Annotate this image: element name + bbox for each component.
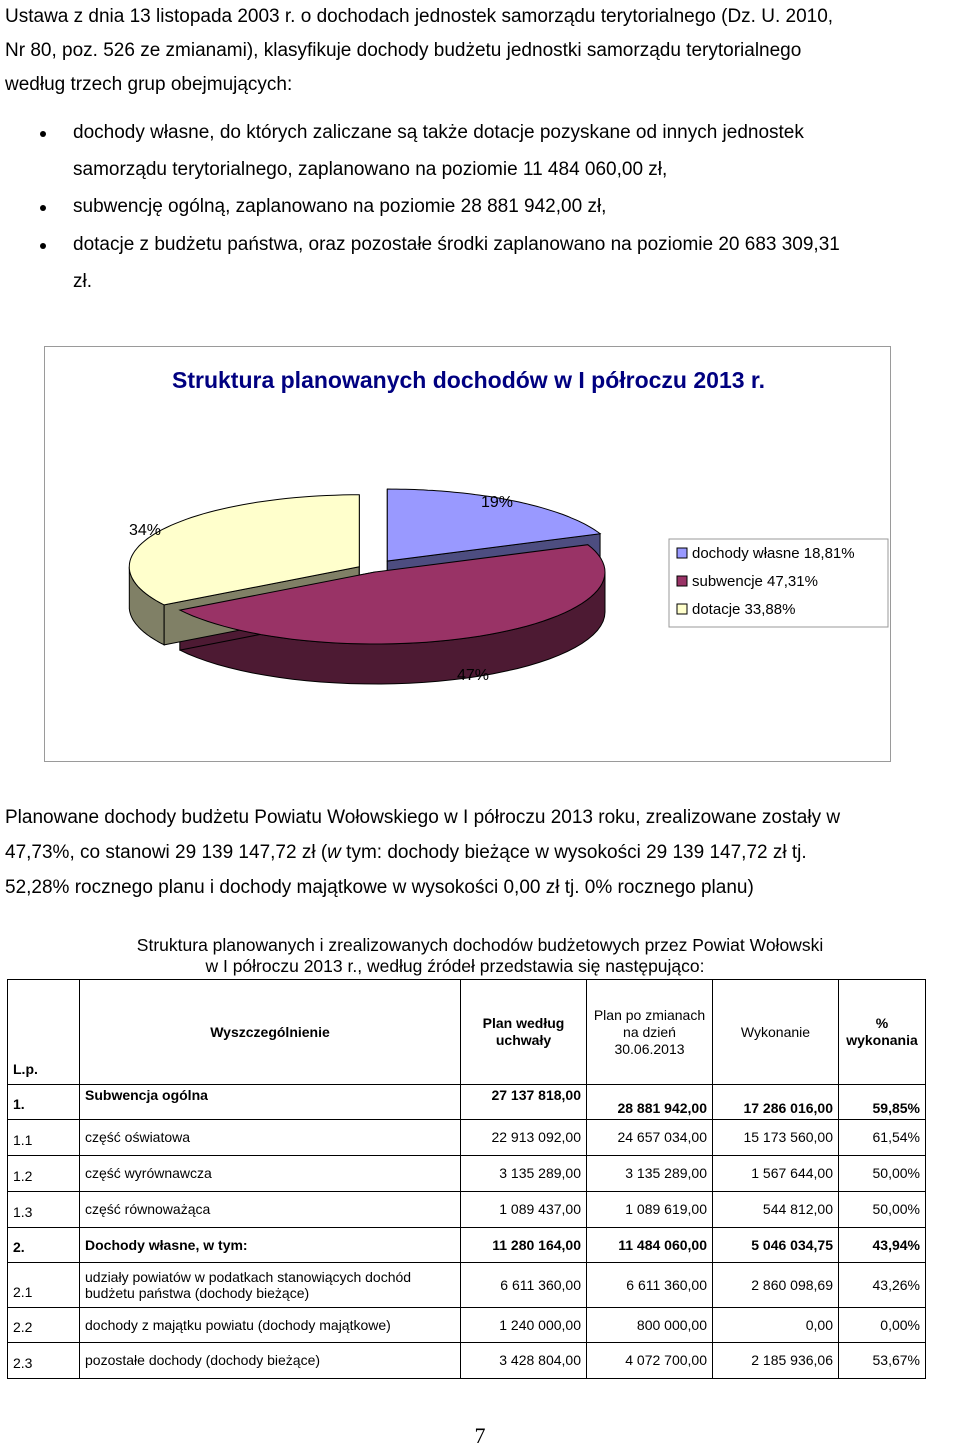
row-execution: 2 860 098,69 [713, 1263, 839, 1308]
row-plan-changed: 1 089 619,00 [587, 1192, 713, 1228]
row-plan-changed: 6 611 360,00 [587, 1263, 713, 1308]
intro-paragraph [5, 0, 957, 102]
header-lp: L.p. [8, 980, 80, 1085]
row-execution: 1 567 644,00 [713, 1156, 839, 1192]
pie-chart-canvas [45, 347, 892, 763]
row-lp: 2.1 [8, 1263, 80, 1308]
header-description: Wyszczególnienie [80, 980, 461, 1085]
row-plan: 1 089 437,00 [461, 1192, 587, 1228]
row-plan: 3 135 289,00 [461, 1156, 587, 1192]
row-plan: 22 913 092,00 [461, 1120, 587, 1156]
row-plan-changed: 800 000,00 [587, 1308, 713, 1343]
row-description: Subwencja ogólna [80, 1085, 461, 1120]
table-row [8, 1343, 926, 1379]
table-row [8, 1308, 926, 1343]
row-description: część równoważąca [80, 1192, 461, 1228]
row-plan-changed: 3 135 289,00 [587, 1156, 713, 1192]
row-lp: 2.2 [8, 1308, 80, 1343]
row-description: Dochody własne, w tym: [80, 1228, 461, 1263]
legend-swatch [677, 548, 687, 558]
summary-line: 52,28% rocznego planu i dochody majątkowe w wysokości 0,00 zł tj. 0% rocznego planu) [5, 877, 754, 898]
header-plan: Plan według uchwały [461, 980, 587, 1085]
summary-paragraph [5, 800, 957, 905]
bullet-text: dochody własne, do których zaliczane są także dotacje pozyskane od innych jednostek [73, 122, 804, 143]
row-execution: 5 046 034,75 [713, 1228, 839, 1263]
row-plan-changed: 28 881 942,00 [587, 1085, 713, 1120]
chart-title: Struktura planowanych dochodów w I półroczu 2013 r. [172, 367, 765, 393]
row-description: część wyrównawcza [80, 1156, 461, 1192]
row-execution: 17 286 016,00 [713, 1085, 839, 1120]
table-caption-line: Struktura planowanych i zrealizowanych dochodów budżetowych przez Powiat Wołowski [136, 935, 824, 955]
row-plan-changed: 11 484 060,00 [587, 1228, 713, 1263]
bullet-text: zł. [73, 271, 92, 292]
row-execution: 0,00 [713, 1308, 839, 1343]
row-percent: 0,00% [839, 1308, 926, 1343]
row-lp: 1.1 [8, 1120, 80, 1156]
row-description: część oświatowa [80, 1120, 461, 1156]
row-description: pozostałe dochody (dochody bieżące) [80, 1343, 461, 1379]
header-execution: Wykonanie [713, 980, 839, 1085]
row-description: dochody z majątku powiatu (dochody majątkowe) [80, 1308, 461, 1343]
page-number: 7 [474, 1423, 486, 1448]
bullet-text: subwencję ogólną, zaplanowano na poziomie 28 881 942,00 zł, [73, 196, 607, 217]
header-plan-changed: Plan po zmianach na dzień 30.06.2013 [587, 980, 713, 1085]
row-plan: 1 240 000,00 [461, 1308, 587, 1343]
bullet-dot-icon [40, 205, 46, 211]
row-percent: 53,67% [839, 1343, 926, 1379]
row-lp: 1.3 [8, 1192, 80, 1228]
table-caption-line: w I półroczu 2013 r., według źródeł przedstawia się następująco: [205, 956, 705, 976]
row-percent: 50,00% [839, 1156, 926, 1192]
row-percent: 59,85% [839, 1085, 926, 1120]
row-execution: 2 185 936,06 [713, 1343, 839, 1379]
intro-line: Ustawa z dnia 13 listopada 2003 r. o dochodach jednostek samorządu terytorialnego (Dz. U. 2010, [5, 6, 834, 27]
income-table [7, 979, 926, 1379]
bullet-dot-icon [40, 131, 46, 137]
table-row [8, 1156, 926, 1192]
pie-data-label: 19% [480, 494, 514, 511]
row-percent: 50,00% [839, 1192, 926, 1228]
row-percent: 43,94% [839, 1228, 926, 1263]
table-row [8, 1263, 926, 1308]
row-plan-changed: 24 657 034,00 [587, 1120, 713, 1156]
legend-label: dochody własne 18,81% [692, 545, 855, 562]
legend-swatch [677, 604, 687, 614]
bullet-text: samorządu terytorialnego, zaplanowano na poziomie 11 484 060,00 zł, [73, 159, 668, 180]
table-row [8, 1085, 926, 1120]
row-execution: 544 812,00 [713, 1192, 839, 1228]
row-plan: 6 611 360,00 [461, 1263, 587, 1308]
row-plan: 27 137 818,00 [461, 1085, 587, 1120]
row-lp: 1. [8, 1085, 80, 1120]
row-percent: 43,26% [839, 1263, 926, 1308]
row-description: udziały powiatów w podatkach stanowiących dochód budżetu państwa (dochody bieżące) [80, 1263, 461, 1308]
pie-data-label: 34% [128, 522, 162, 539]
summary-line [5, 835, 957, 870]
row-execution: 15 173 560,00 [713, 1120, 839, 1156]
legend-label: subwencje 47,31% [692, 573, 818, 590]
legend-label: dotacje 33,88% [692, 601, 796, 618]
table-caption [0, 935, 910, 977]
row-plan-changed: 4 072 700,00 [587, 1343, 713, 1379]
table-row [8, 1192, 926, 1228]
row-plan: 11 280 164,00 [461, 1228, 587, 1263]
intro-line: według trzech grup obejmujących: [5, 74, 293, 95]
row-lp: 2.3 [8, 1343, 80, 1379]
header-percent: % wykonania [839, 980, 926, 1085]
row-lp: 1.2 [8, 1156, 80, 1192]
bullet-dot-icon [40, 243, 46, 249]
summary-text: 47,73%, co stanowi 29 139 147,72 zł (w tym: dochody bieżące w wysokości 29 139 147,72 zł tj. [5, 842, 807, 863]
pie-chart [44, 346, 891, 762]
table-row [8, 1120, 926, 1156]
pie-data-label: 47% [456, 667, 490, 684]
row-lp: 2. [8, 1228, 80, 1263]
summary-line: Planowane dochody budżetu Powiatu Wołowskiego w I półroczu 2013 roku, zrealizowane zostały w [5, 807, 841, 828]
table-header-row [8, 980, 926, 1085]
row-percent: 61,54% [839, 1120, 926, 1156]
intro-line: Nr 80, poz. 526 ze zmianami), klasyfikuje dochody budżetu jednostki samorządu terytorialnego [5, 40, 802, 61]
bullet-text: dotacje z budżetu państwa, oraz pozostałe środki zaplanowano na poziomie 20 683 309,31 [73, 234, 840, 255]
legend-swatch [677, 576, 687, 586]
row-plan: 3 428 804,00 [461, 1343, 587, 1379]
table-row [8, 1228, 926, 1263]
